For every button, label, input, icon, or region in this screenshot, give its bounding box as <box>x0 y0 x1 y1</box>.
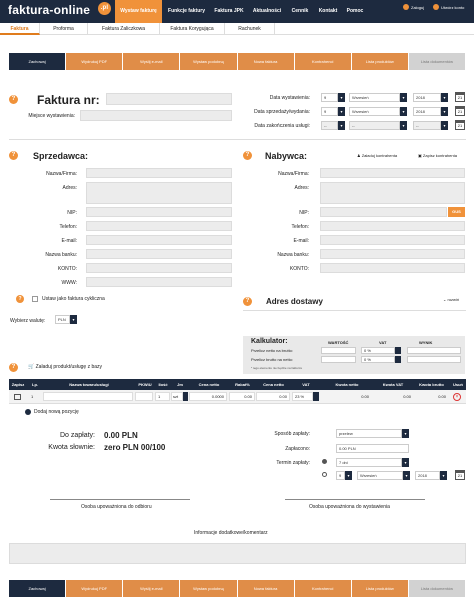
chevron-down-icon[interactable]: ▾ <box>402 458 409 467</box>
seller-www-input[interactable] <box>86 277 232 287</box>
calendar-icon[interactable]: 21 <box>455 470 465 480</box>
seller-account-input[interactable] <box>86 263 232 273</box>
person-icon: ♟ <box>357 153 361 158</box>
table-row <box>9 390 466 404</box>
tab-faktura[interactable]: Faktura <box>0 23 40 35</box>
seller-label-address: Adres: <box>62 185 77 191</box>
calc-net-input[interactable] <box>321 347 356 354</box>
contractors-button[interactable]: Kontrahenci <box>295 580 352 597</box>
issuer-label: Osoba upoważniona do wystawienia <box>309 504 390 510</box>
issuer-signature-line <box>285 499 425 500</box>
seller-label-account: KONTO: <box>57 266 77 272</box>
col-discount: Rabat% <box>235 382 250 387</box>
send-email-button[interactable]: Wyślij e-mail <box>123 580 180 597</box>
paid-label: Zapłacono: <box>285 446 310 452</box>
col-price: Cena netto <box>198 382 220 387</box>
term-label: Termin zapłaty: <box>276 460 310 466</box>
gus-button[interactable]: GUS <box>448 207 465 217</box>
date-end-label: Data zakończenia usługi: <box>254 123 310 129</box>
end-month-select[interactable]: -- <box>349 121 400 130</box>
chevron-down-icon[interactable]: ▾ <box>400 107 407 116</box>
help-icon[interactable]: ? <box>9 151 18 160</box>
row-lp: 1 <box>31 394 34 399</box>
add-position-link[interactable]: Dodaj nową pozycję <box>26 409 79 415</box>
buyer-label-name: Nazwa/Firma: <box>278 171 309 177</box>
buyer-name-input[interactable] <box>320 168 465 178</box>
seller-label-www: WWW: <box>61 280 77 286</box>
logo-badge: .pl <box>98 2 111 15</box>
chevron-down-icon: ⌄ <box>443 297 447 302</box>
in-words-label: Kwota słownie: <box>48 444 95 451</box>
row-discount-input[interactable]: 0.00 <box>229 392 255 401</box>
invoice-title: Faktura nr: <box>37 93 100 107</box>
to-pay-label: Do zapłaty: <box>59 432 95 439</box>
user-icon <box>403 4 409 10</box>
buyer-label-bank: Nazwa banku: <box>277 252 309 258</box>
chevron-down-icon[interactable]: ▾ <box>403 471 410 480</box>
term-date-radio[interactable] <box>322 472 327 477</box>
delete-icon[interactable]: × <box>453 393 461 401</box>
seller-email-input[interactable] <box>86 235 232 245</box>
new-invoice-button[interactable]: Nowa faktura <box>238 580 295 597</box>
tab-faktura-korygujaca[interactable]: Faktura Korygująca <box>160 23 225 35</box>
divider <box>243 310 466 311</box>
save-button[interactable]: Zachowaj <box>9 580 66 597</box>
documents-list-button[interactable]: Lista dokumentów <box>409 580 466 597</box>
payment-method-select[interactable]: przelew <box>336 429 402 438</box>
buyer-nip-input[interactable] <box>320 207 447 217</box>
chevron-down-icon[interactable]: ▾ <box>441 121 448 130</box>
chevron-down-icon[interactable] <box>395 356 401 363</box>
row-net-price-input[interactable]: 0.00 <box>256 392 290 401</box>
nav-pomoc[interactable]: Pomoc <box>346 8 364 14</box>
login-link[interactable]: Zaloguj <box>403 4 424 10</box>
contractors-button[interactable]: Kontrahenci <box>295 53 352 70</box>
calculator-panel <box>243 336 465 374</box>
delivery-header: Adres dostawy <box>266 297 323 306</box>
products-list-button[interactable]: Lista produktów <box>352 53 409 70</box>
row-gross: 0.00 <box>438 394 446 399</box>
issue-month-select[interactable]: Wrzesień <box>349 93 400 102</box>
receiver-label: Osoba upoważniona do odbioru <box>81 504 152 510</box>
row-net: 0.00 <box>361 394 369 399</box>
row-name-input[interactable] <box>43 392 133 401</box>
col-vat: VAT <box>302 382 310 387</box>
chevron-down-icon[interactable]: ▾ <box>338 121 345 130</box>
document-type-tabs <box>0 23 474 35</box>
expand-link[interactable]: ⌄ rozwiń <box>443 297 460 302</box>
buyer-email-input[interactable] <box>320 235 465 245</box>
chevron-down-icon[interactable]: ▾ <box>441 93 448 102</box>
help-icon[interactable]: ? <box>9 95 18 104</box>
term-days-select[interactable]: 7 dni <box>336 458 402 467</box>
seller-label-nip: NIP: <box>67 210 77 216</box>
term-day-select[interactable]: 9 <box>336 471 345 480</box>
chevron-down-icon[interactable]: ▾ <box>338 93 345 102</box>
col-qty: Ilość <box>158 382 168 387</box>
logo[interactable]: faktura-online .pl <box>8 3 90 17</box>
issue-similar-button[interactable]: Wystaw podobną <box>180 53 237 70</box>
buyer-account-input[interactable] <box>320 263 465 273</box>
chevron-down-icon[interactable]: ▾ <box>400 121 407 130</box>
chevron-down-icon[interactable]: ▾ <box>70 315 77 324</box>
help-icon[interactable]: ? <box>243 297 252 306</box>
user-plus-icon <box>433 4 439 10</box>
row-qty-input[interactable]: 1 <box>155 392 170 401</box>
col-delete: Usuń <box>453 382 463 387</box>
col-net: Kwota netto <box>335 382 359 387</box>
calc-gross-vat-select[interactable]: 0 % <box>361 356 395 363</box>
toolbar-top <box>9 53 466 70</box>
row-unit-select[interactable]: szt <box>171 392 183 401</box>
sale-month-select[interactable]: Wrzesień <box>349 107 400 116</box>
calc-gross-result <box>407 356 461 363</box>
seller-name-input[interactable] <box>86 168 232 178</box>
nav-wystaw-fakture[interactable]: Wystaw fakturę <box>115 0 162 23</box>
calc-note: * tego elementu nie będzie na fakturze <box>251 366 303 370</box>
issue-day-select[interactable]: 9 <box>321 93 338 102</box>
buyer-label-address: Adres: <box>294 185 309 191</box>
col-net-price: Cena netto <box>263 382 284 387</box>
toolbar-bottom <box>9 580 466 597</box>
seller-label-bank: Nazwa banku: <box>45 252 77 258</box>
sale-day-select[interactable]: 9 <box>321 107 338 116</box>
col-gross: Kwota brutto <box>419 382 444 387</box>
help-icon[interactable]: ? <box>16 295 24 303</box>
comments-label: Informacje dodatkowe/komentarz <box>194 530 268 536</box>
chevron-down-icon[interactable]: ▾ <box>402 429 409 438</box>
col-save: Zapisz <box>11 382 25 387</box>
products-table-header <box>9 379 466 390</box>
send-email-button[interactable]: Wyślij e-mail <box>123 53 180 70</box>
calc-net-vat-select[interactable]: 0 % <box>361 347 395 354</box>
end-year-select[interactable]: -- <box>413 121 441 130</box>
calc-gross-label: Przelicz brutto na netto: <box>251 357 294 362</box>
register-link[interactable]: Utwórz konto <box>433 4 464 10</box>
products-list-button[interactable]: Lista produktów <box>352 580 409 597</box>
save-icon[interactable] <box>14 394 21 400</box>
load-contractor-link[interactable]: ♟ Załaduj kontrahenta <box>357 153 398 158</box>
row-pkwiu-input[interactable] <box>135 392 153 401</box>
issue-similar-button[interactable]: Wystaw podobną <box>180 580 237 597</box>
calendar-icon[interactable]: 21 <box>455 120 465 130</box>
save-button[interactable]: Zachowaj <box>9 53 66 70</box>
save-contractor-link[interactable]: ▣ Zapisz kontrahenta <box>418 153 457 158</box>
nav-kontakt[interactable]: Kontakt <box>318 8 338 14</box>
seller-header: Sprzedawca: <box>33 151 89 161</box>
chevron-down-icon[interactable]: ▾ <box>441 107 448 116</box>
plus-icon <box>25 409 31 415</box>
place-input[interactable] <box>80 110 232 121</box>
seller-nip-input[interactable] <box>86 207 232 217</box>
seller-phone-input[interactable] <box>86 221 232 231</box>
calculator-title: Kalkulator: <box>251 338 288 345</box>
comments-textarea[interactable] <box>9 543 466 564</box>
seller-label-email: E-mail: <box>61 238 77 244</box>
buyer-phone-input[interactable] <box>320 221 465 231</box>
print-pdf-button[interactable]: Wydrukuj PDF <box>66 53 123 70</box>
row-vat-amount: 0.00 <box>403 394 411 399</box>
row-price-input[interactable]: 0.0000 <box>189 392 227 401</box>
col-lp: Lp. <box>32 382 38 387</box>
calc-col-result: WYNIK <box>419 340 433 345</box>
end-day-select[interactable]: -- <box>321 121 338 130</box>
issue-year-select[interactable]: 2018 <box>413 93 441 102</box>
date-sale-label: Data sprzedaży/wydania: <box>254 109 310 115</box>
buyer-label-account: KONTO: <box>289 266 309 272</box>
calc-net-label: Przelicz netto na brutto: <box>251 348 294 353</box>
tab-proforma[interactable]: Proforma <box>40 23 88 35</box>
nav-aktualnosci[interactable]: Aktualności <box>252 8 282 14</box>
documents-list-button[interactable]: Lista dokumentów <box>409 53 466 70</box>
chevron-down-icon[interactable]: ▾ <box>440 471 447 480</box>
chevron-down-icon[interactable] <box>183 392 188 401</box>
chevron-down-icon[interactable] <box>313 392 319 401</box>
term-month-select[interactable]: Wrzesień <box>357 471 403 480</box>
calc-col-value: WARTOŚĆ <box>328 340 349 345</box>
paid-input[interactable]: 0.00 PLN <box>336 444 409 453</box>
invoice-number-input[interactable] <box>106 93 232 105</box>
cart-icon: 🛒 <box>28 364 35 370</box>
save-icon: ▣ <box>418 153 422 158</box>
tab-faktura-zaliczkowa[interactable]: Faktura Zaliczkowa <box>88 23 160 35</box>
col-pkwiu: PKWiU <box>138 382 152 387</box>
nav-cennik[interactable]: Cennik <box>291 8 309 14</box>
col-vat-amount: Kwota VAT <box>382 382 404 387</box>
place-label: Miejsce wystawienia: <box>28 113 75 119</box>
receiver-signature-line <box>50 499 190 500</box>
term-days-radio[interactable] <box>322 459 327 464</box>
buyer-label-nip: NIP: <box>299 210 309 216</box>
sale-year-select[interactable]: 2018 <box>413 107 441 116</box>
load-product-link[interactable]: 🛒 Załaduj produkt/usługę z bazy <box>28 364 103 370</box>
buyer-label-phone: Telefon: <box>291 224 309 230</box>
currency-select[interactable]: PLN <box>55 315 70 324</box>
seller-label-phone: Telefon: <box>59 224 77 230</box>
col-unit: Jm <box>177 382 183 387</box>
chevron-down-icon[interactable]: ▾ <box>400 93 407 102</box>
top-navbar <box>0 0 474 23</box>
cyclic-label: Ustaw jako faktura cykliczna <box>42 296 105 302</box>
help-icon[interactable]: ? <box>243 151 252 160</box>
date-issue-label: Data wystawienia: <box>269 95 310 101</box>
seller-label-name: Nazwa/Firma: <box>46 171 77 177</box>
print-pdf-button[interactable]: Wydrukuj PDF <box>66 580 123 597</box>
nav-funkcje-faktury[interactable]: Funkcje faktury <box>168 8 205 14</box>
new-invoice-button[interactable]: Nowa faktura <box>238 53 295 70</box>
seller-bank-input[interactable] <box>86 249 232 259</box>
calendar-icon[interactable]: 21 <box>455 92 465 102</box>
calendar-icon[interactable]: 21 <box>455 106 465 116</box>
col-name: Nazwa towaru/usługi <box>69 382 109 387</box>
calc-gross-input[interactable] <box>321 356 356 363</box>
tab-rachunek[interactable]: Rachunek <box>225 23 275 35</box>
divider <box>9 139 466 140</box>
method-label: Sposób zapłaty: <box>274 431 310 437</box>
calc-net-result <box>407 347 461 354</box>
nav-faktura-jpk[interactable]: Faktura JPK <box>214 8 244 14</box>
chevron-down-icon[interactable] <box>395 347 401 354</box>
to-pay-value: 0.00 PLN <box>104 431 138 440</box>
row-vat-select[interactable]: 23 % <box>292 392 313 401</box>
in-words-value: zero PLN 00/100 <box>104 443 166 452</box>
buyer-address-input[interactable] <box>320 182 465 204</box>
seller-address-input[interactable] <box>86 182 232 204</box>
calc-col-vat: VAT <box>379 340 387 345</box>
chevron-down-icon[interactable]: ▾ <box>338 107 345 116</box>
buyer-bank-input[interactable] <box>320 249 465 259</box>
help-icon[interactable]: ? <box>9 363 18 372</box>
cyclic-checkbox[interactable] <box>32 296 38 302</box>
chevron-down-icon[interactable]: ▾ <box>345 471 352 480</box>
term-year-select[interactable]: 2018 <box>415 471 440 480</box>
buyer-header: Nabywca: <box>265 151 308 161</box>
buyer-label-email: E-mail: <box>293 238 309 244</box>
currency-label: Wybierz walutę: <box>10 318 46 324</box>
